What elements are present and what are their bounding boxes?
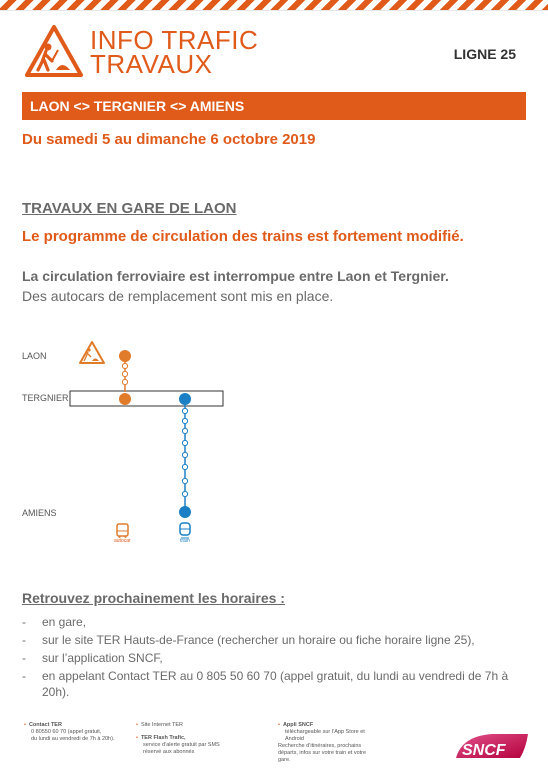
section-title: TRAVAUX EN GARE DE LAON — [22, 200, 237, 217]
roadworks-warning-icon — [24, 24, 84, 78]
train-stop-amiens — [179, 506, 191, 518]
lead-normal-text: Des autocars de remplacement sont mis en place. — [22, 288, 334, 304]
footer-app-line5: gare. — [278, 757, 291, 763]
footer-flash-line1: service d’alerte gratuit par SMS — [143, 742, 220, 748]
station-label-amiens: AMIENS — [22, 508, 57, 518]
footer-app: • Appli SNCF téléchargeable sur l’App Store et Android Recherche d’itinéraires, prochains départs, infos sur votre train et votre gare. — [278, 722, 378, 764]
bus-stop-tergnier — [119, 393, 131, 405]
footer-flash-title: TER Flash Trafic, — [140, 735, 186, 741]
header-hatch-strip — [0, 0, 548, 11]
bus-line — [119, 350, 131, 405]
headline: Le programme de circulation des trains est fortement modifié. — [22, 228, 464, 245]
info-item-phone: - en appelant Contact TER au 0 805 50 60 70 (appel gratuit, du lundi au vendredi de 7h à 20h). — [22, 668, 532, 700]
info-item-website: - sur le site TER Hauts-de-France (rechercher un horaire ou fiche horaire ligne 25), — [22, 632, 532, 648]
footer-services: • Site Internet TER • TER Flash Trafic, service d’alerte gratuit par SMS réservé aux abonnés — [136, 722, 266, 756]
info-item-station: - en gare, — [22, 614, 532, 630]
footer-flash-line2: réservé aux abonnés — [143, 749, 195, 755]
footer-app-line4: départs, infos sur votre train et votre — [278, 750, 367, 756]
info-item-app: - sur l’application SNCF, — [22, 650, 532, 666]
station-label-laon: LAON — [22, 351, 47, 361]
bus-icon — [117, 524, 128, 538]
route-diagram — [0, 330, 548, 560]
footer-app-line3: Recherche d’itinéraires, prochains — [278, 743, 362, 749]
train-mode-label: train — [180, 538, 190, 544]
line-number: LIGNE 25 — [453, 46, 516, 62]
sncf-logo-text: SNCF — [462, 742, 506, 759]
info-title: Retrouvez prochainement les horaires : — [22, 590, 285, 606]
footer-website-title: Site Internet TER — [140, 722, 184, 728]
footer-app-line2: Android — [285, 736, 304, 742]
train-icon — [180, 523, 190, 538]
info-list — [22, 614, 532, 702]
header-title-line1: INFO TRAFIC — [90, 25, 259, 55]
tergnier-connection-box — [70, 391, 223, 406]
train-line — [179, 393, 191, 518]
footer-contact-title: Contact TER — [28, 722, 62, 728]
footer-app-line1: téléchargeable sur l’App Store et — [285, 729, 365, 735]
roadworks-small-icon — [80, 342, 104, 363]
dates-heading: Du samedi 5 au dimanche 6 octobre 2019 — [22, 131, 316, 148]
footer-app-title: Appli SNCF — [282, 722, 314, 728]
station-label-tergnier: TERGNIER — [22, 393, 69, 403]
sncf-logo — [452, 728, 532, 764]
header-title-line2: TRAVAUX — [90, 49, 213, 79]
bus-mode-label: autocar — [114, 538, 131, 544]
lead-bold-text: La circulation ferroviaire est interrompue entre Laon et Tergnier. — [22, 268, 449, 284]
footer-contact-line2: du lundi au vendredi de 7h à 20h). — [31, 736, 115, 742]
train-stop-tergnier — [179, 393, 191, 405]
footer-contact-line1: 0 80550 60 70 (appel gratuit, — [31, 729, 102, 735]
bus-stop-laon — [119, 350, 131, 362]
route-banner: LAON <> TERGNIER <> AMIENS — [22, 92, 526, 120]
footer-contact: • Contact TER 0 80550 60 70 (appel gratuit, du lundi au vendredi de 7h à 20h). — [24, 722, 134, 743]
